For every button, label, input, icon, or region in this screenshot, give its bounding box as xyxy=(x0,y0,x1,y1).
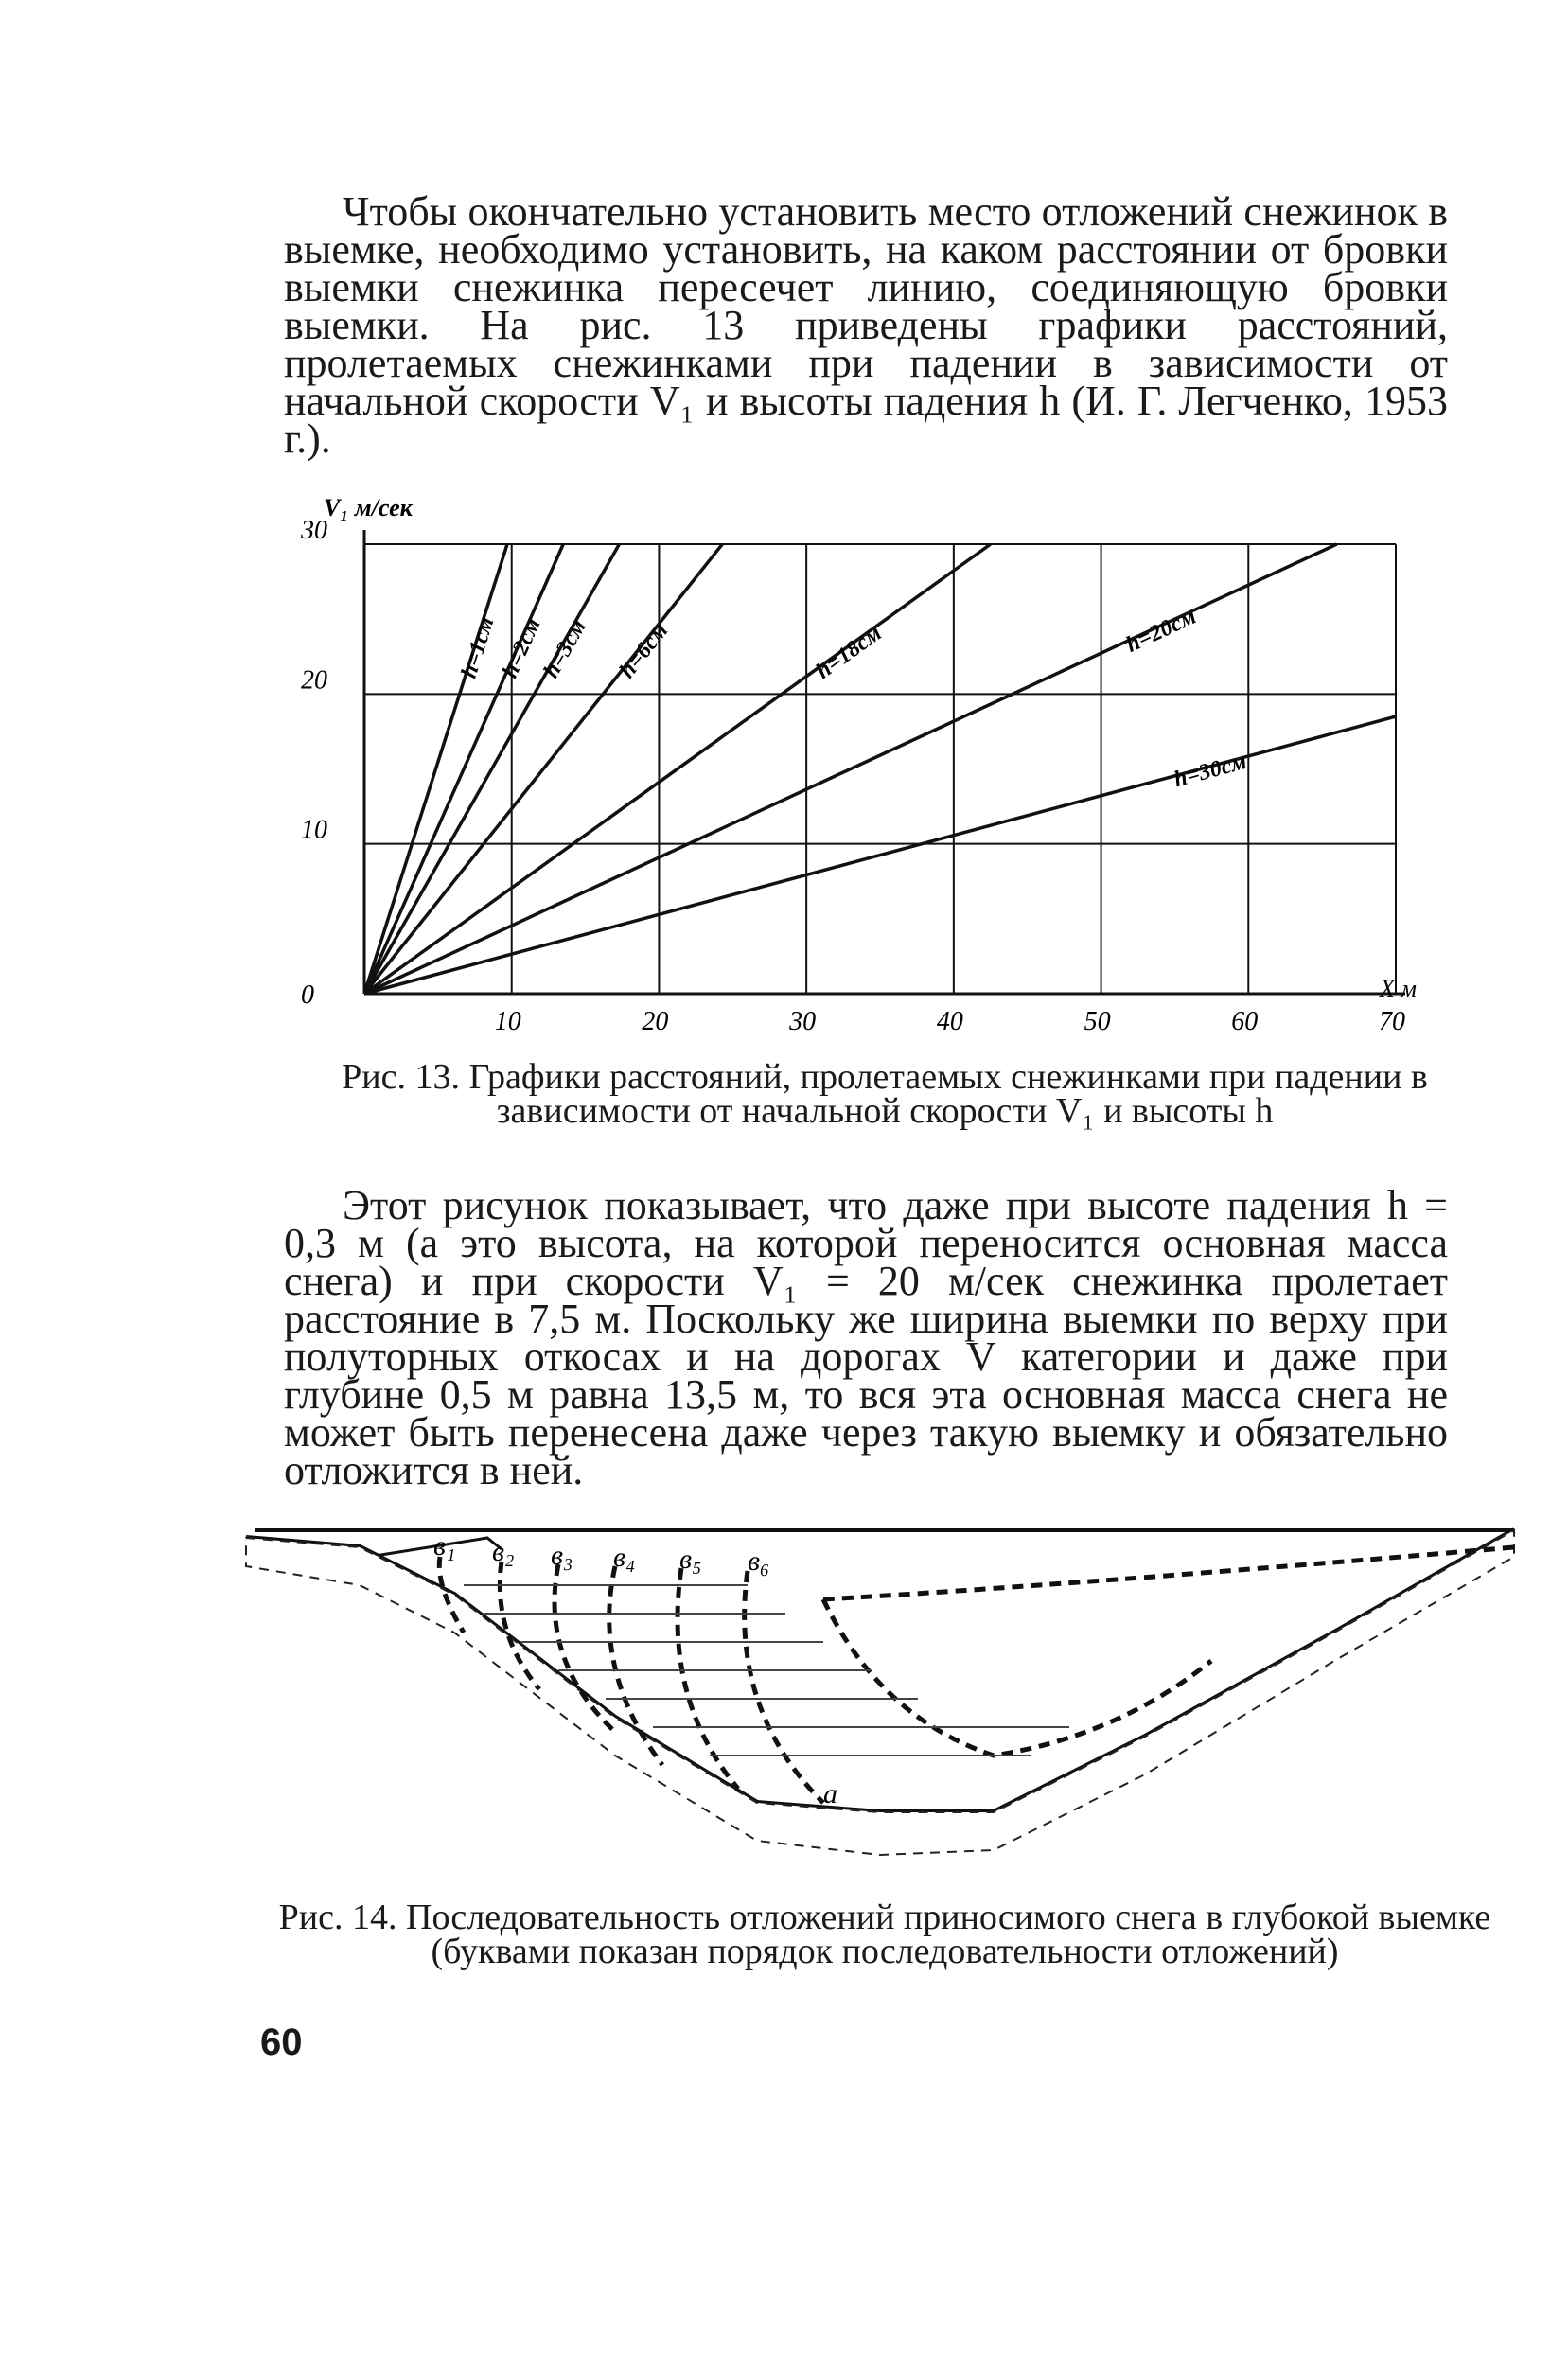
series-label: h=30см xyxy=(1172,749,1250,793)
x-tick-label: 70 xyxy=(1379,1007,1405,1036)
paragraph-1: Чтобы окончательно установить место отложений снежинок в выемке, необходимо установить, на каком расстоянии от бровки выемки снежинка пересечет линию, соединяющую бровки выемки. На рис. 13 приведены графики расстояний, пролетаемых снежинками при падении в зависимости от начальной скорости V₁ и высоты падения h (И. Г. Легченко, 1953 г.). xyxy=(284,188,1448,462)
label-b4: в₄ xyxy=(613,1542,636,1573)
chart-tick-labels xyxy=(300,516,1405,1036)
x-tick-label: 40 xyxy=(936,1007,963,1036)
figure-13-caption: Рис. 13. Графики расстояний, пролетаемых снежинками при падении в зависимости от начальной скорости V₁ и высоты h xyxy=(342,1057,1428,1131)
series-line xyxy=(364,544,722,994)
x-tick-label: 50 xyxy=(1084,1007,1111,1036)
series-line xyxy=(364,544,991,994)
y-tick-label: 20 xyxy=(301,665,327,696)
series-label: h=18см xyxy=(811,621,887,684)
series-label: h=1см xyxy=(456,613,500,681)
label-b2: в₂ xyxy=(492,1536,515,1567)
series-label: h=6см xyxy=(614,618,674,683)
label-b6: в₆ xyxy=(748,1545,770,1577)
x-tick-label: 60 xyxy=(1231,1007,1259,1036)
series-label: h=2см xyxy=(498,614,546,682)
y-tick-label: 10 xyxy=(301,815,327,845)
paragraph-2: Этот рисунок показывает, что даже при высоте падения h = 0,3 м (а это высота, на которой переносится основная масса снега) и при скорости V₁ = 20 м/сек снежинка пролетает расстояние в 7,5 м. Поскольку же ширина выемки по верху при полуторных откосах и на дорогах V категории и даже при глубине 0,5 м равна 13,5 м, то вся эта основная масса снега не может быть перенесена даже через такую выемку и обязательно отложится в ней. xyxy=(284,1182,1448,1493)
y-tick-label: 30 xyxy=(301,516,327,545)
figure-14-caption: Рис. 14. Последовательность отложений приносимого снега в глубокой выемке (буквами показан порядок последовательности отложений) xyxy=(278,1897,1491,1971)
series-label: h=20см xyxy=(1122,604,1201,658)
label-a: а xyxy=(823,1778,837,1809)
chart-ylabel: V₁ м/сек xyxy=(324,494,413,521)
label-b3: в₃ xyxy=(551,1540,573,1571)
page-number: 60 xyxy=(260,2021,303,2063)
series-line xyxy=(364,544,619,994)
x-tick-label: 30 xyxy=(789,1007,817,1036)
series-line xyxy=(364,544,563,994)
soil-hatch-band xyxy=(246,1530,1514,1855)
series-line xyxy=(364,544,507,994)
series-label: h=3см xyxy=(538,615,591,682)
cut-profile xyxy=(246,1530,1514,1812)
figure-13-chart xyxy=(274,478,1495,1046)
figure-14-diagram xyxy=(218,1519,1524,1888)
chart-xlabel: X м xyxy=(1380,975,1417,1002)
label-b1: в₁ xyxy=(433,1530,456,1562)
label-b5: в₅ xyxy=(679,1544,702,1575)
y-tick-label: 0 xyxy=(301,980,314,1010)
x-tick-label: 20 xyxy=(642,1007,669,1036)
chart-series xyxy=(364,544,1396,994)
x-tick-label: 10 xyxy=(494,1007,521,1036)
